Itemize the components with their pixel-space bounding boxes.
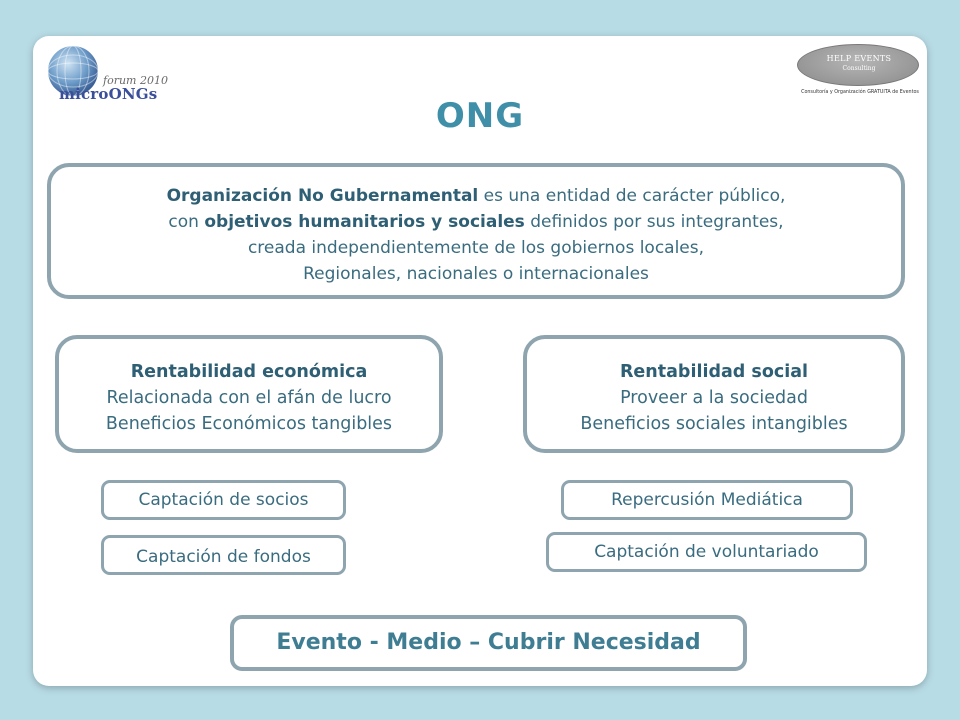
social-line-2: Beneficios sociales intangibles — [580, 414, 848, 434]
logo-oval-subtitle: Consulting — [842, 65, 876, 72]
definition-line-2 — [51, 209, 901, 235]
social-heading: Rentabilidad social — [619, 362, 809, 382]
economic-box — [55, 335, 443, 453]
logo-tagline: Consultoría y Organización GRATUITA de Eventos — [801, 90, 919, 95]
logo-oval-title: HELP EVENTS — [826, 54, 892, 63]
economic-line-2: Beneficios Económicos tangibles — [105, 414, 393, 434]
definition-line-2-rest: definidos por sus integrantes, — [524, 212, 784, 232]
pill-socios: Captación de socios — [101, 480, 346, 520]
economic-line-1: Relacionada con el afán de lucro — [106, 388, 392, 408]
definition-line-1 — [51, 183, 901, 209]
final-statement: Evento - Medio – Cubrir Necesidad — [230, 615, 747, 671]
definition-line-3: creada independientemente de los gobiernos locales, — [247, 238, 705, 258]
slide-title: ONG — [435, 96, 525, 136]
definition-line-4: Regionales, nacionales o internacionales — [303, 264, 649, 284]
definition-box — [47, 163, 905, 299]
pill-mediatica: Repercusión Mediática — [561, 480, 853, 520]
pill-fondos: Captación de fondos — [101, 535, 346, 575]
definition-term: Organización No Gubernamental — [166, 186, 479, 206]
social-line-1: Proveer a la sociedad — [620, 388, 808, 408]
help-events-logo — [795, 44, 925, 96]
logo-name-text: microONGs — [59, 85, 158, 103]
logo-forum-text: forum 2010 — [103, 74, 168, 87]
definition-objectives: objetivos humanitarios y sociales — [204, 212, 525, 232]
slide — [33, 36, 927, 686]
pill-voluntariado: Captación de voluntariado — [546, 532, 867, 572]
economic-heading: Rentabilidad económica — [130, 362, 368, 382]
microongs-logo — [45, 44, 175, 104]
definition-line-2-pre: con — [168, 212, 205, 232]
social-box — [523, 335, 905, 453]
logo-oval — [797, 44, 919, 86]
definition-line-1-rest: es una entidad de carácter público, — [478, 186, 786, 206]
